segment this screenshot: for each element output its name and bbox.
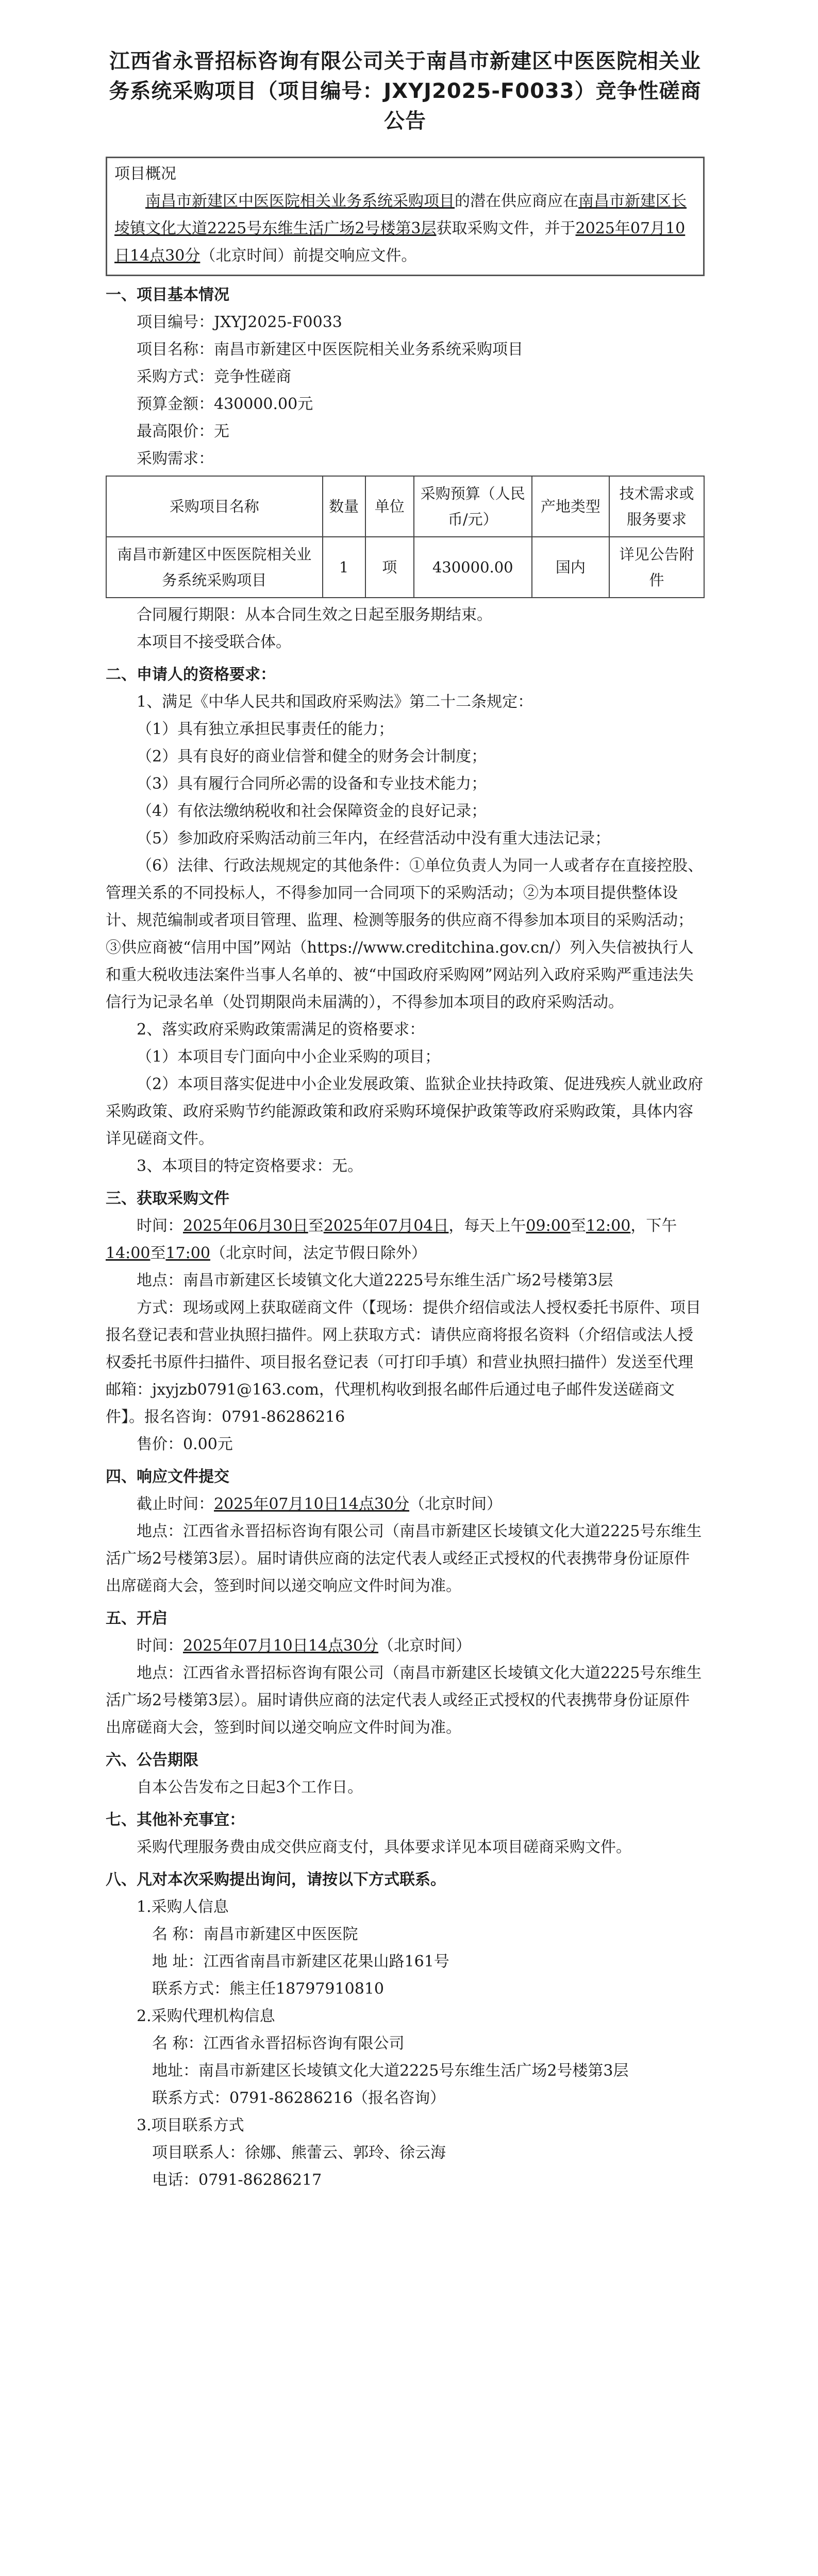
supplementary-info: 采购代理服务费由成交供应商支付，具体要求详见本项目磋商采购文件。 <box>137 1838 631 1856</box>
deadline-label: 截止时间： <box>137 1495 214 1513</box>
buyer-name: 名 称：南昌市新建区中医医院 <box>152 1925 358 1943</box>
req2-item-1: （1）本项目专门面向中小企业采购的项目； <box>137 1048 441 1066</box>
section-5-heading: 五、开启 <box>106 1609 168 1628</box>
pm-to: 至 <box>150 1244 166 1262</box>
contract-period: 合同履行期限：从本合同生效之日起至服务期结束。 <box>137 606 492 624</box>
document-price: 售价：0.00元 <box>137 1435 233 1453</box>
th-requirements: 技术需求或服务要求 <box>609 476 704 537</box>
page-title: 江西省永晋招标咨询有限公司关于南昌市新建区中医医院相关业务系统采购项目（项目编号：JXYJ2025-F0033）竞争性磋商公告 <box>109 49 702 133</box>
deadline-tail: （北京时间） <box>409 1495 503 1513</box>
th-name: 采购项目名称 <box>106 476 323 537</box>
agent-name: 名 称：江西省永晋招标咨询有限公司 <box>152 2035 405 2053</box>
overview-project-link[interactable]: 南昌市新建区中医医院相关业务系统采购项目 <box>145 192 455 210</box>
procurement-method: 采购方式：竞争性磋商 <box>137 368 291 386</box>
table-row <box>106 537 704 598</box>
time-label: 时间： <box>137 1217 183 1235</box>
announcement-period: 自本公告发布之日起3个工作日。 <box>137 1778 363 1797</box>
buyer-contact: 联系方式：熊主任18797910810 <box>152 1980 384 1998</box>
daily-text: ，每天上午 <box>448 1217 526 1235</box>
req2: 2、落实政府采购政策需满足的资格要求： <box>137 1021 425 1039</box>
opening-time-label: 时间： <box>137 1637 183 1655</box>
acquisition-place: 地点：南昌市新建区长堎镇文化大道2225号东维生活广场2号楼第3层 <box>137 1272 613 1290</box>
opening-time <box>106 1632 705 1659</box>
opening-place: 地点：江西省永晋招标咨询有限公司（南昌市新建区长堎镇文化大道2225号东维生活广场2号楼第3层）。届时请供应商的法定代表人或经正式授权的代表携带身份证原件出席磋商大会，签到时间以递交响应文件时间为准。 <box>106 1664 702 1737</box>
section-2-heading: 二、申请人的资格要求： <box>106 666 276 684</box>
project-name: 项目名称：南昌市新建区中医医院相关业务系统采购项目 <box>137 341 523 359</box>
submission-place: 地点：江西省永晋招标咨询有限公司（南昌市新建区长堎镇文化大道2225号东维生活广场2号楼第3层）。届时请供应商的法定代表人或经正式授权的代表携带身份证原件出席磋商大会，签到时间以递交响应文件时间为准。 <box>106 1522 702 1595</box>
budget-amount: 预算金额：430000.00元 <box>137 395 313 413</box>
td-budget: 430000.00 <box>414 537 532 598</box>
submission-deadline <box>106 1490 705 1518</box>
overview-deadline-link[interactable]: 2025年07月10日14点30分 <box>114 219 686 265</box>
am-to: 至 <box>570 1217 586 1235</box>
agent-heading: 2.采购代理机构信息 <box>137 2007 275 2025</box>
project-overview-box <box>106 157 705 276</box>
req3: 3、本项目的特定资格要求：无。 <box>137 1157 363 1175</box>
req1-item-5: （5）参加政府采购活动前三年内，在经营活动中没有重大违法记录； <box>137 829 611 848</box>
section-4-heading: 四、响应文件提交 <box>106 1468 229 1486</box>
section-3-heading: 三、获取采购文件 <box>106 1190 229 1208</box>
th-qty: 数量 <box>323 476 365 537</box>
deadline-value: 2025年07月10日14点30分 <box>214 1495 410 1513</box>
start-date: 2025年06月30日 <box>183 1217 308 1235</box>
td-requirements: 详见公告附件 <box>609 537 704 598</box>
am-start: 09:00 <box>526 1217 571 1235</box>
section-7-heading: 七、其他补充事宜： <box>106 1811 245 1829</box>
procurement-requirements-label: 采购需求： <box>137 450 214 468</box>
overview-heading: 项目概况 <box>114 165 176 183</box>
overview-text-mid: 的潜在供应商应在 <box>455 192 578 210</box>
overview-text-mid2: 获取采购文件，并于 <box>436 219 576 238</box>
agent-address: 地址：南昌市新建区长堎镇文化大道2225号东维生活广场2号楼第3层 <box>152 2062 629 2080</box>
req1-item-6: （6）法律、行政法规规定的其他条件：①单位负责人为同一人或者存在直接控股、管理关系的不同投标人，不得参加同一合同项下的采购活动；②为本项目提供整体设计、规范编制或者项目管理、监理、检测等服务的供应商不得参加本项目的采购活动；③供应商被“信用中国”网站（https://www.creditchina.gov.cn/）列入失信被执行人和重大税收违法案件当事人名单的、被“中国政府采购网”网站列入政府采购严重违法失信行为记录名单（处罚期限尚未届满的），不得参加本项目的政府采购活动。 <box>106 857 704 1011</box>
pm-start: 14:00 <box>106 1244 151 1262</box>
req1-item-4: （4）有依法缴纳税收和社会保障资金的良好记录； <box>137 802 487 820</box>
overview-text-end: （北京时间）前提交响应文件。 <box>200 247 417 265</box>
opening-time-value: 2025年07月10日14点30分 <box>183 1637 379 1655</box>
td-origin: 国内 <box>532 537 609 598</box>
req1-item-3: （3）具有履行合同所必需的设备和专业技术能力； <box>137 775 487 793</box>
pm-end: 17:00 <box>165 1244 210 1262</box>
req1: 1、满足《中华人民共和国政府采购法》第二十二条规定： <box>137 693 533 711</box>
agent-contact: 联系方式：0791-86286216（报名咨询） <box>152 2089 446 2107</box>
no-consortium: 本项目不接受联合体。 <box>137 633 291 651</box>
pm-text: ，下午 <box>630 1217 677 1235</box>
acquisition-time <box>106 1212 705 1267</box>
td-name: 南昌市新建区中医医院相关业务系统采购项目 <box>106 537 323 598</box>
td-unit: 项 <box>365 537 414 598</box>
overview-text <box>114 188 696 269</box>
req1-item-2: （2）具有良好的商业信誉和健全的财务会计制度； <box>137 748 487 766</box>
project-number: 项目编号：JXYJ2025-F0033 <box>137 313 342 331</box>
td-qty: 1 <box>323 537 365 598</box>
buyer-address: 地 址：江西省南昌市新建区花果山路161号 <box>152 1953 449 1971</box>
acquisition-method: 方式：现场或网上获取磋商文件（【现场：提供介绍信或法人授权委托书原件、项目报名登记表和营业执照扫描件。网上获取方式：请供应商将报名资料（介绍信或法人授权委托书原件扫描件、项目报名登记表（可打印手填）和营业执照扫描件）发送至代理邮箱：jxyjzb0791@163.com，代理机构收到报名邮件后通过电子邮件发送磋商文件】。报名咨询：0791-86286216 <box>106 1299 701 1426</box>
req2-item-2: （2）本项目落实促进中小企业发展政策、监狱企业扶持政策、促进残疾人就业政府采购政策、政府采购节约能源政策和政府采购环境保护政策等政府采购政策，具体内容详见磋商文件。 <box>106 1075 704 1148</box>
th-budget: 采购预算（人民币/元） <box>414 476 532 537</box>
procurement-table <box>106 476 705 598</box>
end-date: 2025年07月04日 <box>323 1217 449 1235</box>
contact-people: 项目联系人：徐娜、熊蕾云、郭玲、徐云海 <box>152 2144 446 2162</box>
contact-phone: 电话：0791-86286217 <box>152 2171 322 2189</box>
to-text: 至 <box>308 1217 324 1235</box>
th-origin: 产地类型 <box>532 476 609 537</box>
max-price: 最高限价：无 <box>137 422 229 440</box>
overview-place-link[interactable]: 南昌市新建区长堎镇文化大道2225号东维生活广场2号楼第3层 <box>114 192 687 238</box>
am-end: 12:00 <box>586 1217 631 1235</box>
time-tail: （北京时间，法定节假日除外） <box>210 1244 427 1262</box>
opening-time-tail: （北京时间） <box>378 1637 472 1655</box>
req1-item-1: （1）具有独立承担民事责任的能力； <box>137 720 394 738</box>
section-8-heading: 八、凡对本次采购提出询问，请按以下方式联系。 <box>106 1871 446 1889</box>
section-1-heading: 一、项目基本情况 <box>106 286 229 304</box>
buyer-heading: 1.采购人信息 <box>137 1898 229 1916</box>
table-header-row <box>106 476 704 537</box>
contact-heading: 3.项目联系方式 <box>137 2116 244 2134</box>
section-6-heading: 六、公告期限 <box>106 1751 198 1769</box>
th-unit: 单位 <box>365 476 414 537</box>
